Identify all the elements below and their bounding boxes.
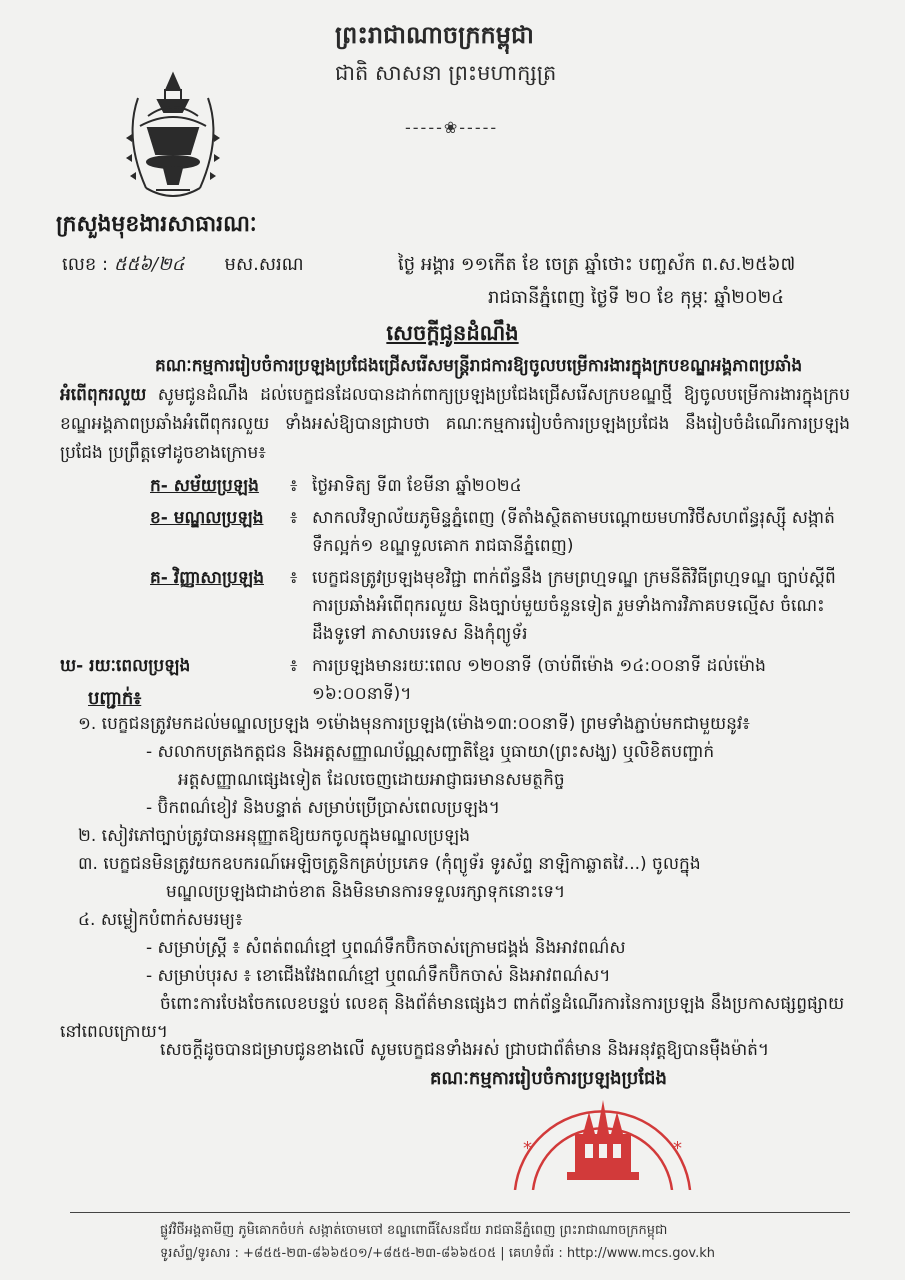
info-value: សាកលវិទ្យាល័យភូមិន្ទភ្នំពេញ (ទីតាំងស្ថិតតាមបណ្តោយមហាវិថីសហព័ន្ធរុស្ស៊ី សង្កាត់ទឹកល្អក់១ ខណ្ឌទួលគោក រាជធានីភ្នំពេញ) xyxy=(312,508,835,556)
footer-divider xyxy=(70,1212,850,1213)
note-item-cont: មណ្ឌលប្រឡងជាដាច់ខាត និងមិនមានការទទួលរក្សាទុកនោះទេ។ xyxy=(166,882,566,902)
reference-prefix: លេខ : xyxy=(62,254,109,275)
ornament-divider: -----❀----- xyxy=(405,118,499,137)
national-motto: ជាតិ សាសនា ព្រះមហាក្សត្រ xyxy=(335,61,557,85)
info-row: ក- សម័យប្រឡង ៖ ថ្ងៃអាទិត្យ ទី៣ ខែមីនា ឆ្នាំ២០២៤ xyxy=(60,472,860,500)
info-value: ថ្ងៃអាទិត្យ ទី៣ ខែមីនា ឆ្នាំ២០២៤ xyxy=(312,476,522,496)
info-label: គ- វិញ្ញាសាប្រឡង xyxy=(150,568,264,588)
intro-paragraph xyxy=(60,352,850,468)
info-label: ក- សម័យប្រឡង xyxy=(150,476,259,496)
info-value: ការប្រឡងមានរយៈពេល ១២០នាទី (ចាប់ពីម៉ោង ១៤:០០នាទី ដល់ម៉ោង ១៦:០០នាទី)។ xyxy=(312,656,766,704)
ministry-name: ក្រសួងមុខងារសាធារណៈ xyxy=(56,212,257,237)
footer-address: ផ្លូវវិថីអង្គតាមីញ ភូមិគោកចំបក់ សង្កាត់ចោមចៅ ខណ្ឌពោធិ៍សែនជ័យ រាជធានីភ្នំពេញ ព្រះរាជាណាចក្រកម្ពុជា xyxy=(160,1223,668,1238)
note-subitem: - សម្រាប់បុរស ៖ ខោជើងវែងពណ៌ខ្មៅ ឬពណ៌ទឹកប៊ិកចាស់ និងអាវពណ៌ស។ xyxy=(146,966,611,986)
exam-info-list xyxy=(60,472,860,712)
notes-list xyxy=(60,710,858,1046)
royal-emblem-logo xyxy=(118,68,228,210)
solar-date: រាជធានីភ្នំពេញ ថ្ងៃទី ២០ ខែ កុម្ភៈ ឆ្នាំ២០២៤ xyxy=(488,287,785,308)
kingdom-heading: ព្រះរាជាណាចក្រកម្ពុជា xyxy=(335,21,534,49)
committee-name: គណៈកម្មការរៀបចំការប្រឡងប្រជែងជ្រើសរើសមន្ត្រីរាជការឱ្យចូលបម្រើការងារក្នុងក្របខណ្ឌអង្គភាពប្រឆាំងអំពើពុករលួយ xyxy=(60,356,803,405)
note-item: ២. សៀវភៅច្បាប់ត្រូវបានអនុញ្ញាតឱ្យយកចូលក្នុងមណ្ឌលប្រឡង xyxy=(78,826,471,846)
closing-paragraph: សេចក្តីដូចបានជម្រាបជូនខាងលើ សូមបេក្ខជនទាំងអស់ ជ្រាបជាព័ត៌មាន និងអនុវត្តឱ្យបានម៉ឺងម៉ាត់។ xyxy=(160,1040,770,1060)
notes-heading: បញ្ជាក់៖ xyxy=(88,688,142,709)
info-label: ខ- មណ្ឌលប្រឡង xyxy=(150,508,264,528)
document-title: សេចក្តីជូនដំណឹង xyxy=(386,321,519,345)
reference-year: /២៤ xyxy=(152,254,185,275)
info-label: ឃ- រយៈពេលប្រឡង xyxy=(60,656,191,676)
info-row: ខ- មណ្ឌលប្រឡង ៖ សាកលវិទ្យាល័យភូមិន្ទភ្នំពេញ (ទីតាំងស្ថិតតាមបណ្តោយមហាវិថីសហព័ន្ធរុស្ស៊ី សង្កាត់ទឹកល្អក់១ ខណ្ឌទួលគោក រាជធានីភ្នំពេញ) xyxy=(60,504,860,560)
info-value: បេក្ខជនត្រូវប្រឡងមុខវិជ្ជា ពាក់ព័ន្ធនឹង ក្រមព្រហ្មទណ្ឌ ក្រមនីតិវិធីព្រហ្មទណ្ឌ ច្បាប់ស្តីពីការប្រឆាំងអំពើពុករលួយ និងច្បាប់មួយចំនួនទៀត រួមទាំងការវិភាគបទល្មើស ចំណេះដឹងទូទៅ ភាសាបរទេស និងកុំព្យូទ័រ xyxy=(312,568,836,644)
reference-number xyxy=(62,252,304,279)
official-seal-stamp xyxy=(505,1072,700,1190)
signer-name: គណៈកម្មការរៀបចំការប្រឡងប្រជែង xyxy=(430,1068,667,1089)
note-item: ៣. បេក្ខជនមិនត្រូវយកឧបករណ៍អេឡិចត្រូនិកគ្រប់ប្រភេទ (កុំព្យូទ័រ ទូរស័ព្ទ នាឡិកាឆ្លាតវៃ...) ចូលក្នុង xyxy=(78,854,701,874)
note-subitem: - សម្រាប់ស្ត្រី ៖ សំពត់ពណ៌ខ្មៅ ឬពណ៌ទឹកប៊ិកចាស់ក្រោមជង្គង់ និងអាវពណ៌ស xyxy=(146,938,626,958)
svg-text:*: * xyxy=(523,1138,532,1159)
intro-text: សូមជូនដំណឹង ដល់បេក្ខជនដែលបានដាក់ពាក្យប្រឡងប្រជែងជ្រើសរើសក្របខណ្ឌថ្មី ឱ្យចូលបម្រើការងារក្នុងក្របខណ្ឌអង្គភាពប្រឆាំងអំពើពុករលួយ ទាំងអស់ឱ្យបានជ្រាបថា គណៈកម្មការរៀបចំការប្រឡងប្រជែង នឹងរៀបចំដំណើរការប្រឡងប្រជែង ប្រព្រឹត្តទៅដូចខាងក្រោម៖ xyxy=(60,385,850,463)
svg-text:*: * xyxy=(673,1138,682,1159)
note-item: ១. បេក្ខជនត្រូវមកដល់មណ្ឌលប្រឡង ១ម៉ោងមុនការប្រឡង(ម៉ោង១៣:០០នាទី) ព្រមទាំងភ្ជាប់មកជាមួយនូវ៖ xyxy=(78,714,750,734)
lunar-date: ថ្ងៃ អង្គារ ១១កើត ខែ ចេត្រ ឆ្នាំថោះ បញ្ចស័ក ព.ស.២៥៦៧ xyxy=(398,254,796,275)
note-subitem: - សលាកបត្រងកត្តជន និងអត្តសញ្ញាណប័ណ្ណសញ្ជាតិខ្មែរ ឬធាយា(ព្រះសង្ឃ) ឬលិខិតបញ្ជាក់ xyxy=(146,742,715,762)
note-subitem-cont: អត្តសញ្ញាណផ្សេងទៀត ដែលចេញដោយអាជ្ញាធរមានសមត្ថកិច្ច xyxy=(178,770,565,790)
info-row: គ- វិញ្ញាសាប្រឡង ៖ បេក្ខជនត្រូវប្រឡងមុខវិជ្ជា ពាក់ព័ន្ធនឹង ក្រមព្រហ្មទណ្ឌ ក្រមនីតិវិធីព្រហ្មទណ្ឌ ច្បាប់ស្តីពីការប្រឆាំងអំពើពុករលួយ និងច្បាប់មួយចំនួនទៀត រួមទាំងការវិភាគបទល្មើស ចំណេះដឹងទូទៅ ភាសាបរទេស និងកុំព្យូទ័រ xyxy=(60,564,860,648)
footer-contact: ទូរស័ព្ទ/ទូរសារ : +៨៥៥-២៣-៨៦៦៥០១/+៨៥៥-២៣-៨៦៦៥០៥ | គេហទំព័រ : http://www.mcs.gov.kh xyxy=(160,1246,716,1261)
reference-office: មស.សរណ xyxy=(224,254,304,275)
note-item: ៤. សម្លៀកបំពាក់សមរម្យ៖ xyxy=(78,910,243,930)
note-paragraph: ចំពោះការបែងចែកលេខបន្ទប់ លេខតុ និងព័ត៌មានផ្សេងៗ ពាក់ព័ន្ធដំណើរការនៃការប្រឡង នឹងប្រកាសផ្សព្វផ្សាយនៅពេលក្រោយ។ xyxy=(60,994,845,1042)
reference-handwritten-number: ៥៥៦ xyxy=(113,254,153,275)
info-row: ឃ- រយៈពេលប្រឡង ៖ ការប្រឡងមានរយៈពេល ១២០នាទី (ចាប់ពីម៉ោង ១៤:០០នាទី ដល់ម៉ោង ១៦:០០នាទី)។ xyxy=(60,652,860,708)
note-subitem: - ប៊ិកពណ៌ខៀវ និងបន្ទាត់ សម្រាប់ប្រើប្រាស់ពេលប្រឡង។ xyxy=(146,798,500,818)
